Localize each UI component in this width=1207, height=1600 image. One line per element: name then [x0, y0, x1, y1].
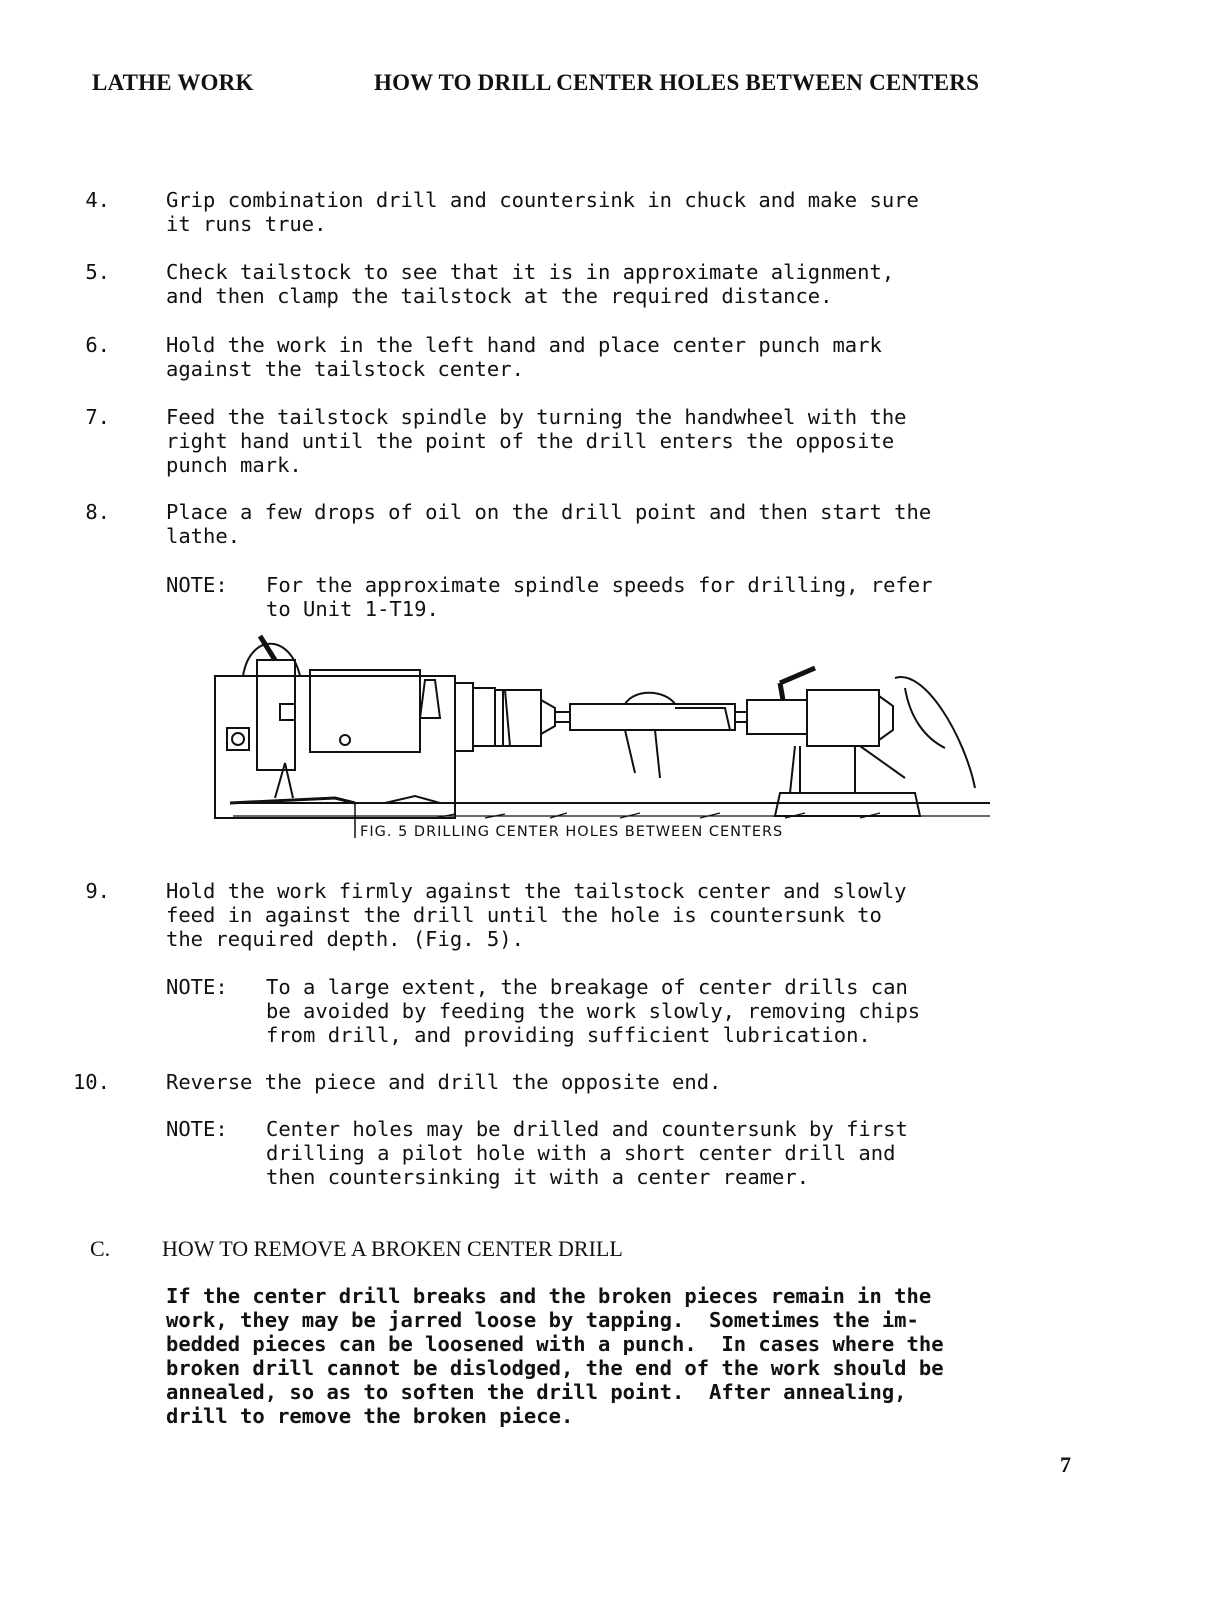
step-number: 10.	[72, 1070, 110, 1094]
step-number: 5.	[85, 260, 110, 284]
step-text: Grip combination drill and countersink in chuck and make sure it runs true.	[166, 188, 919, 236]
step-text: Feed the tailstock spindle by turning the handwheel with the right hand until the point of the drill enters the opposite punch mark.	[166, 405, 907, 477]
step-number: 4.	[85, 188, 110, 212]
note-label: NOTE:	[166, 1117, 228, 1141]
step-number: 8.	[85, 500, 110, 524]
header-title: HOW TO DRILL CENTER HOLES BETWEEN CENTERS	[374, 70, 980, 95]
section-letter: C.	[90, 1236, 111, 1261]
lathe-drilling-illustration	[205, 628, 995, 850]
note-label: NOTE:	[166, 573, 228, 597]
note-text: To a large extent, the breakage of center drills can be avoided by feeding the work slowly, removing chips from drill, and providing sufficient lubrication.	[266, 975, 921, 1047]
step-text: Reverse the piece and drill the opposite end.	[166, 1070, 722, 1094]
step-number: 6.	[85, 333, 110, 357]
step-text: Place a few drops of oil on the drill point and then start the lathe.	[166, 500, 932, 548]
note-label: NOTE:	[166, 975, 228, 999]
step-number: 9.	[85, 879, 110, 903]
section-title: HOW TO REMOVE A BROKEN CENTER DRILL	[162, 1236, 623, 1261]
figure-caption: FIG. 5 DRILLING CENTER HOLES BETWEEN CENTERS	[360, 824, 784, 840]
step-number: 7.	[85, 405, 110, 429]
step-text: Hold the work in the left hand and place center punch mark against the tailstock center.	[166, 333, 882, 381]
page-number: 7	[1060, 1452, 1071, 1477]
section-paragraph: If the center drill breaks and the broken pieces remain in the work, they may be jarred loose by tapping. Sometimes the im- bedded pieces can be loosened with a punch. In cases where the broken drill cannot be dislodged, the end of the work should be annealed, so as to soften the drill point. After annealing, drill to remove the broken piece.	[166, 1284, 944, 1428]
step-text: Hold the work firmly against the tailstock center and slowly feed in against the drill until the hole is countersunk to the required depth. (Fig. 5).	[166, 879, 907, 951]
step-text: Check tailstock to see that it is in approximate alignment, and then clamp the tailstock at the required distance.	[166, 260, 895, 308]
note-text: For the approximate spindle speeds for drilling, refer to Unit 1-T19.	[266, 573, 933, 621]
header-section: LATHE WORK	[92, 70, 254, 95]
note-text: Center holes may be drilled and countersunk by first drilling a pilot hole with a short center drill and then countersinking it with a center reamer.	[266, 1117, 908, 1189]
